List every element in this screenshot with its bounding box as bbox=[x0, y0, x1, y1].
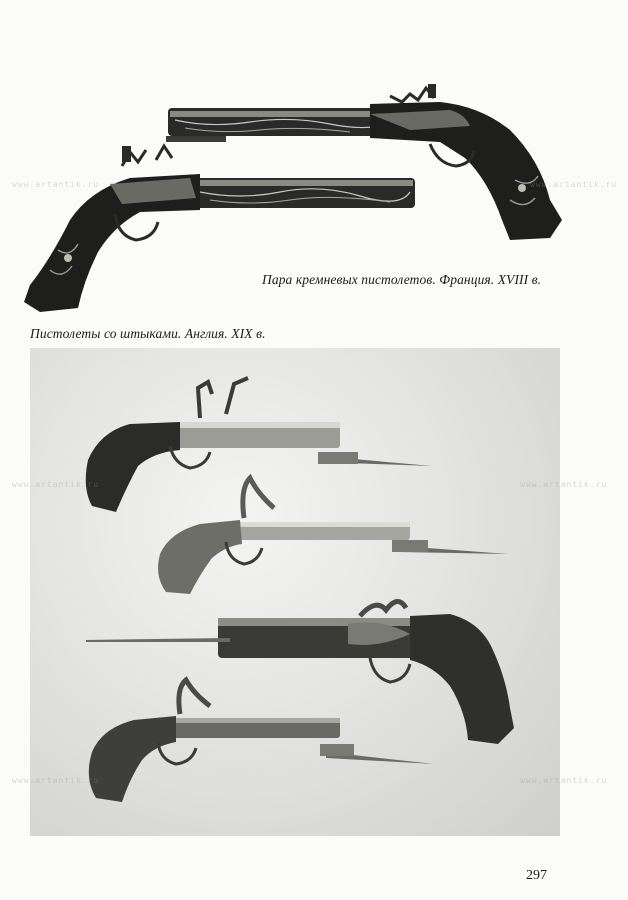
watermark: www.artantik.ru bbox=[12, 480, 100, 489]
bayonet-pistols-photo bbox=[30, 348, 560, 836]
watermark: www.artantik.ru bbox=[530, 180, 618, 189]
bayonet-pistol-2 bbox=[158, 478, 508, 594]
bayonet-pistol-4 bbox=[89, 680, 434, 802]
page-number: 297 bbox=[526, 868, 547, 883]
watermark: www.artantik.ru bbox=[12, 180, 100, 189]
watermark: www.artantik.ru bbox=[520, 480, 608, 489]
caption-flintlock-pistols: Пара кремневых пистолетов. Франция. XVIII в. bbox=[262, 272, 542, 287]
upper-flintlock-pistol bbox=[166, 84, 562, 240]
watermark: www.artantik.ru bbox=[520, 776, 608, 785]
caption-bayonet-pistols: Пистолеты со штыками. Англия. XIX в. bbox=[30, 326, 266, 341]
watermark: www.artantik.ru bbox=[12, 776, 100, 785]
